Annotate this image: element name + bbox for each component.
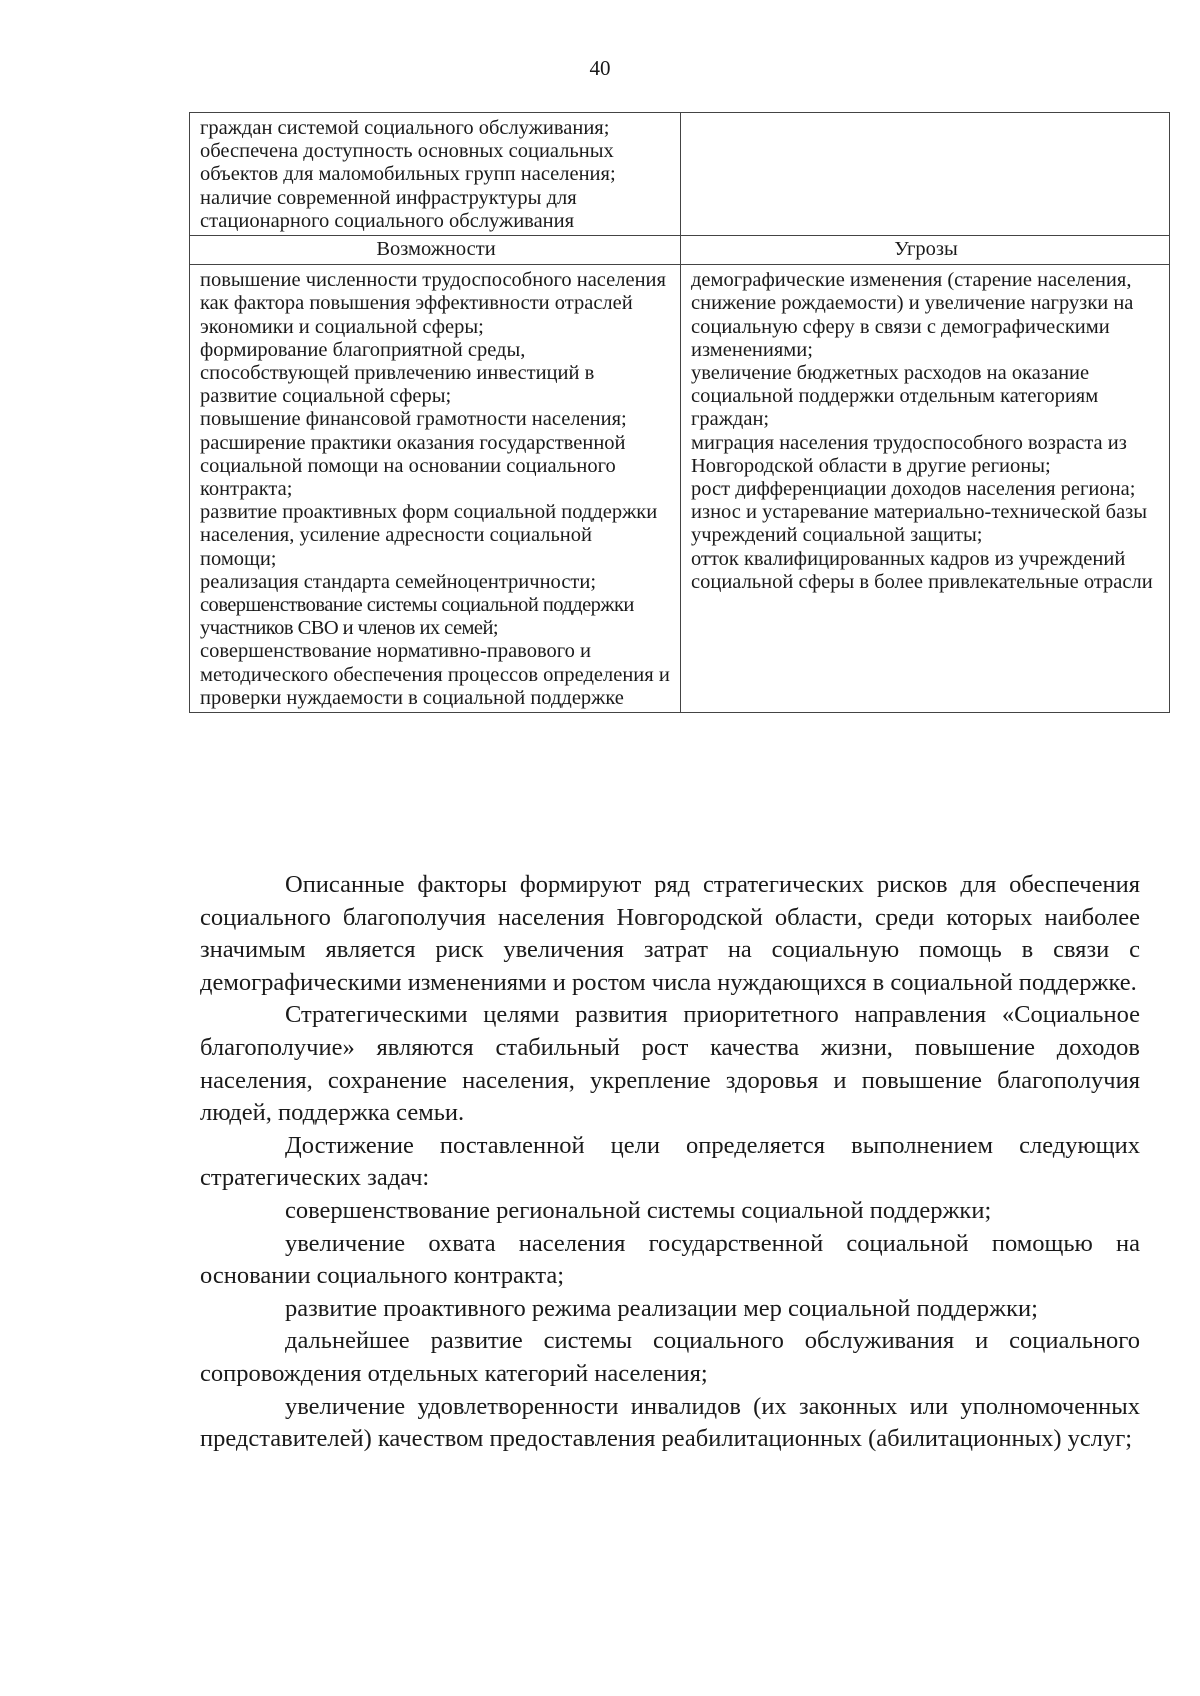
opportunity-item: реализация стандарта семейноцентричности;: [200, 570, 597, 593]
threat-item: износ и устаревание материально-технической базы учреждений социальной защиты;: [691, 501, 1148, 547]
strength-item: граждан системой социального обслуживания;: [200, 117, 610, 139]
opportunity-item: расширение практики оказания государственной социальной помощи на основании социального контракта;: [200, 431, 626, 501]
threat-item: миграция населения трудоспособного возраста из Новгородской области в другие регионы;: [691, 431, 1127, 477]
task-item: совершенствование региональной системы социальной поддержки;: [285, 1196, 992, 1224]
paragraph-goals: Стратегическими целями развития приоритетного направления «Социальное благополучие» являются стабильный рост качества жизни, повышение доходов населения, сохранение населения, укрепление здоровья и повышение благополучия людей, поддержка семьи.: [200, 1001, 1140, 1127]
opportunity-item: развитие проактивных форм социальной поддержки населения, усиление адресности социальной помощи;: [200, 501, 658, 570]
opportunity-item: повышение численности трудоспособного населения как фактора повышения эффективности отраслей экономики и социальной сферы;: [200, 269, 666, 338]
opportunities-header: Возможности: [190, 236, 681, 265]
paragraph-tasks-intro: Достижение поставленной цели определяется выполнением следующих стратегических задач:: [200, 1131, 1140, 1192]
opportunity-item: формирование благоприятной среды, способствующей привлечению инвестиций в развитие социальной сферы;: [200, 338, 595, 408]
threat-item: рост дифференциации доходов населения региона;: [691, 478, 1136, 501]
task-item: развитие проактивного режима реализации мер социальной поддержки;: [285, 1294, 1038, 1322]
table-header-row: [190, 236, 1170, 265]
threat-item: отток квалифицированных кадров из учреждений социальной сферы в более привлекательные отрасли: [691, 547, 1153, 593]
threat-item: демографические изменения (старение населения, снижение рождаемости) и увеличение нагрузки на социальную сферу в связи с демографическими изменениями;: [691, 269, 1134, 361]
threats-cell: [681, 265, 1170, 713]
weaknesses-cell: [681, 113, 1170, 236]
opportunity-item: повышение финансовой грамотности населения;: [200, 408, 627, 431]
task-item: увеличение удовлетворенности инвалидов (их законных или уполномоченных представителей) качеством предоставления реабилитационных (абилитационных) услуг;: [200, 1392, 1140, 1453]
table-row-opportunities-threats: [190, 265, 1170, 713]
task-item: дальнейшее развитие системы социального обслуживания и социального сопровождения отдельных категорий населения;: [200, 1327, 1140, 1387]
swot-table: [189, 112, 1170, 713]
task-item: увеличение охвата населения государственной социальной помощью на основании социального контракта;: [200, 1229, 1140, 1290]
threat-item: увеличение бюджетных расходов на оказание социальной поддержки отдельным категориям граждан;: [691, 362, 1099, 431]
strength-item: обеспечена доступность основных социальных объектов для маломобильных групп населения;: [200, 140, 616, 186]
strengths-cell: [190, 113, 681, 236]
threats-header: Угрозы: [681, 236, 1170, 265]
opportunity-item: совершенствование системы социальной поддержки участников СВО и членов их семей;: [200, 594, 634, 640]
body-text: [200, 869, 1140, 1456]
page-number: 40: [589, 56, 611, 80]
table-row-strengths-weaknesses: [190, 113, 1170, 236]
opportunity-item: совершенствование нормативно-правового и методического обеспечения процессов определения и проверки нуждаемости в социальной поддержке: [200, 640, 670, 709]
opportunities-cell: [190, 265, 681, 713]
strength-item: наличие современной инфраструктуры для стационарного социального обслуживания: [200, 186, 577, 232]
paragraph-risks: Описанные факторы формируют ряд стратегических рисков для обеспечения социального благополучия населения Новгородской области, среди которых наиболее значимым является риск увеличения затрат на социальную помощь в связи с демографическими изменениями и ростом числа нуждающихся в социальной поддержке.: [200, 871, 1140, 996]
